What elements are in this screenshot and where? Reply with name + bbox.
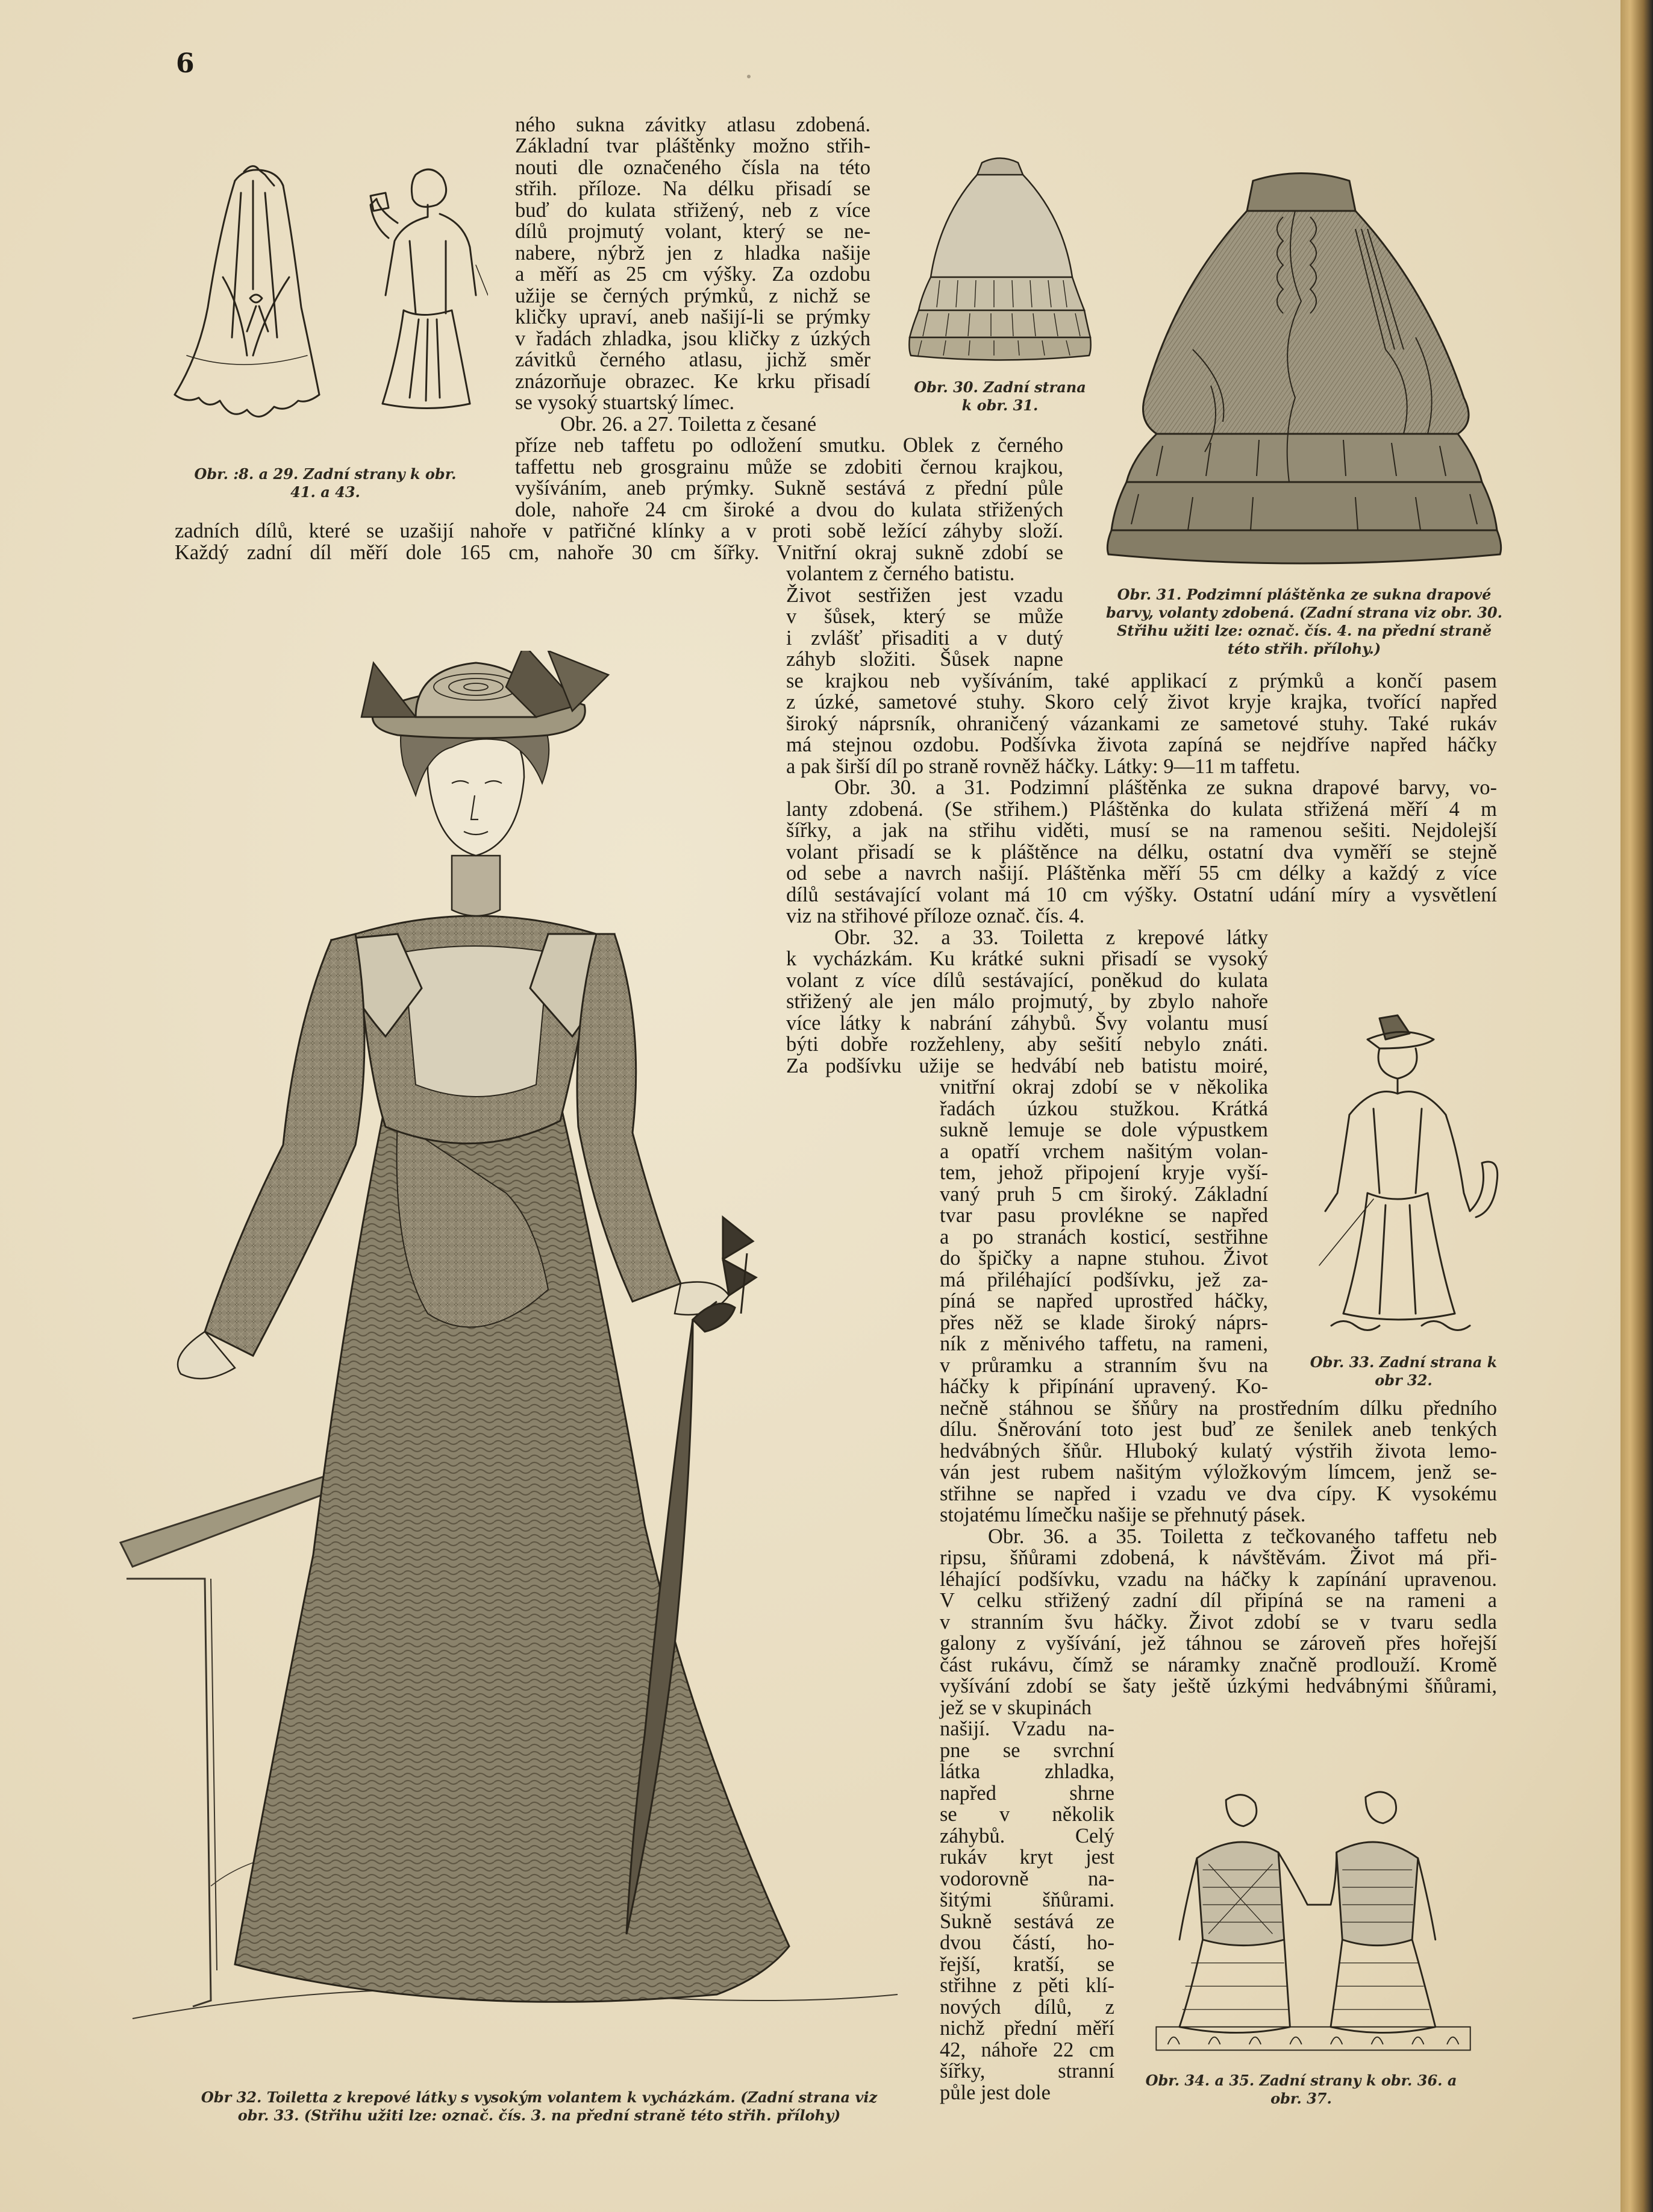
caption-fig-30: Obr. 30. Zadní strana k obr. 31. bbox=[914, 378, 1086, 414]
caption-fig-33: Obr. 33. Zadní strana k obr 32. bbox=[1310, 1353, 1498, 1389]
text-line: napřed shrne bbox=[940, 1782, 1114, 1805]
text-line: Obr. 32. a 33. Toiletta z krepové látky bbox=[834, 926, 1268, 949]
text-line: tvar pasu provlékne se napřed bbox=[940, 1204, 1268, 1227]
figure-31-illustration bbox=[1102, 169, 1506, 566]
text-line: jež se v skupinách bbox=[940, 1696, 1092, 1719]
text-line: střihne se napřed i vzadu ve dva cípy. K vysokému bbox=[940, 1482, 1497, 1505]
text-line: a opatří vrchem našitým volan- bbox=[940, 1140, 1268, 1163]
text-line: a po stranách kosticí, sestřihne bbox=[940, 1226, 1268, 1249]
ink-dot bbox=[747, 75, 751, 78]
text-line: nečně stáhnou se šňůry na prostředním dílku předního bbox=[940, 1397, 1497, 1420]
text-line: přes něž se klade široký náprs- bbox=[940, 1311, 1268, 1334]
text-line: střihne z pěti klí- bbox=[940, 1974, 1114, 1997]
text-line: viz na střihové příloze označ. čís. 4. bbox=[786, 904, 1085, 927]
page-edge bbox=[1620, 0, 1653, 2212]
figure-30-illustration bbox=[904, 151, 1096, 368]
text-line: řejší, kratší, se bbox=[940, 1953, 1114, 1976]
text-line: pne se svrchní bbox=[940, 1739, 1114, 1762]
text-line: vodorovně na- bbox=[940, 1867, 1114, 1890]
text-line: má přiléhající podšívku, jež za- bbox=[940, 1268, 1268, 1291]
text-line: se vysoký stuartský límec. bbox=[515, 391, 735, 414]
caption-fig-34-35: Obr. 34. a 35. Zadní strany k obr. 36. a obr. 37. bbox=[1145, 2072, 1457, 2107]
text-line: píná se napřed uprostřed háčky, bbox=[940, 1289, 1268, 1312]
text-line: vaný pruh 5 cm široký. Základní bbox=[940, 1183, 1268, 1206]
text-line: taffettu neb grosgrainu může se zdobiti černou krajkou, bbox=[515, 456, 1063, 478]
text-line: šířky, a jak na střihu viděti, musí se na ramenou sešiti. Nejdolejší bbox=[786, 819, 1497, 842]
figure-33-illustration bbox=[1301, 1012, 1506, 1350]
text-line: se krajkou neb vyšíváním, také applikací z prýmků a končí pasem bbox=[786, 669, 1497, 692]
text-line: šitými šňůrami. bbox=[940, 1888, 1114, 1911]
text-line: v stranním švu háčky. Život zdobí se v tvaru sedla bbox=[940, 1611, 1497, 1634]
text-line: volant přisadí se k pláštěnce na délku, ostatní dva vyměří se stejně bbox=[786, 841, 1497, 863]
text-line: více látky k nabrání záhybů. Švy volantu musí bbox=[786, 1012, 1268, 1035]
text-line: stojatému límečku našije se přehnutý pásek. bbox=[940, 1503, 1306, 1526]
text-line: v průramku a stranním švu na bbox=[940, 1354, 1268, 1377]
text-line: široký náprsník, ohraničený vázankami ze sametové stuhy. Také rukáv bbox=[786, 712, 1497, 735]
text-line: galony z vyšívání, jež táhnou se zároveň přes hořejší bbox=[940, 1632, 1497, 1655]
text-line: kličky upraví, aneb našijí-li se prýmky bbox=[515, 305, 870, 328]
text-line: buď do kulata střižený, neb z více bbox=[515, 199, 870, 222]
text-line: Život sestřižen jest vzadu bbox=[786, 584, 1063, 607]
text-line: Sukně sestává ze bbox=[940, 1910, 1114, 1933]
text-line: rukáv kryt jest bbox=[940, 1846, 1114, 1869]
text-line: a měří as 25 cm výšky. Za ozdobu bbox=[515, 263, 870, 286]
text-line: V celku střižený zadní díl připíná se na rameni a bbox=[940, 1589, 1497, 1612]
text-line: zadních dílů, které se uzašijí nahoře v patřičné klínky a v proti sobě ležící záhyby složí. bbox=[175, 519, 1063, 542]
text-line: háčky k připínání upravený. Ko- bbox=[940, 1375, 1268, 1398]
text-line: řadách úzkou stužkou. Krátká bbox=[940, 1097, 1268, 1120]
text-line: nouti dle označeného čísla na této bbox=[515, 156, 870, 179]
text-line: ván jest rubem našitým výložkovým límcem, jenž se- bbox=[940, 1461, 1497, 1484]
text-line: volantem z černého batistu. bbox=[786, 562, 1015, 585]
text-line: střih. příloze. Na délku přisadí se bbox=[515, 177, 870, 200]
text-line: vnitřní okraj zdobí se v několika bbox=[940, 1076, 1268, 1098]
text-line: dílů sestávající volant má 10 cm výšky. Ostatní udání míry a vysvětlení bbox=[786, 883, 1497, 906]
text-line: a pak širší díl po straně rovněž háčky. Látky: 9—11 m taffetu. bbox=[786, 755, 1301, 778]
text-line: sukně lemuje se dole výpustkem bbox=[940, 1118, 1268, 1141]
text-line: střižený ale jen málo projmutý, by zbylo nahoře bbox=[786, 990, 1268, 1013]
text-line: šířky, stranní bbox=[940, 2060, 1114, 2082]
page-number: 6 bbox=[176, 48, 195, 79]
text-line: tem, jehož připojení kryje vyší- bbox=[940, 1161, 1268, 1184]
figure-28-29-illustration bbox=[163, 157, 488, 458]
text-line: dílu. Šněrování toto jest buď ze šenilek aneb tenkých bbox=[940, 1418, 1497, 1441]
text-line: i zvlášť přisaditi a v dutý bbox=[786, 627, 1063, 650]
text-line: lanty zdobená. (Se střihem.) Pláštěnka do kulata střižená měří 4 m bbox=[786, 798, 1497, 821]
text-line: z úzké, sametové stuhy. Skoro celý život kryje krajka, tvořící napřed bbox=[786, 691, 1497, 713]
text-line: část rukávu, čímž se náramky značně prodlouží. Kromě bbox=[940, 1653, 1497, 1676]
text-line: býti dobře rozžehleny, aby sešití nebylo znáti. bbox=[786, 1033, 1268, 1056]
text-line: 42, náhoře 22 cm bbox=[940, 2038, 1114, 2061]
text-line: Za podšívku užije se hedvábí neb batistu moiré, bbox=[786, 1054, 1268, 1077]
text-line: vyšívání zdobí se šaty ještě úzkými hedvábnými šňůrami, bbox=[940, 1675, 1497, 1697]
text-line: Každý zadní díl měří dole 165 cm, nahoře 30 cm šířky. Vnitřní okraj sukně zdobí se bbox=[175, 541, 1063, 564]
text-line: dvou částí, ho- bbox=[940, 1931, 1114, 1954]
text-line: vyšíváním, aneb prýmky. Sukně sestává z přední půle bbox=[515, 477, 1063, 500]
text-line: Obr. 30. a 31. Podzimní pláštěnka ze sukna drapové barvy, vo- bbox=[834, 776, 1497, 799]
text-line: v řadách zhladka, jsou kličky z úzkých bbox=[515, 327, 870, 350]
caption-fig-28-29: Obr. :8. a 29. Zadní strany k obr. 41. a 43. bbox=[194, 465, 457, 501]
text-line: užije se černých prýmků, z nichž se bbox=[515, 284, 870, 307]
text-line: Obr. 36. a 35. Toiletta z tečkovaného taffetu neb bbox=[988, 1525, 1497, 1548]
text-line: záhybů. Celý bbox=[940, 1825, 1114, 1847]
text-line: půle jest dole bbox=[940, 2081, 1051, 2104]
text-line: hedvábných šňůr. Hluboký kulatý výstřih života lemo- bbox=[940, 1440, 1497, 1462]
text-line: ripsu, šňůrami zdobená, k návštěvám. Život má při- bbox=[940, 1546, 1497, 1569]
caption-fig-31: Obr. 31. Podzimní pláštěnka ze sukna drapové barvy, volanty zdobená. (Zadní strana viz obr. 30. Střihu užiti lze: označ. čís. 4. na přední straně této střih. přílohy.) bbox=[1106, 586, 1502, 657]
text-line: od sebe a navrch našijí. Pláštěnka měří 55 cm délky a každý z více bbox=[786, 862, 1497, 885]
text-line: nichž přední měří bbox=[940, 2017, 1114, 2040]
figure-34-35-illustration bbox=[1145, 1784, 1482, 2061]
text-line: dílů projmutý volant, který se ne- bbox=[515, 220, 870, 243]
text-line: znázorňuje obrazec. Ke krku přisadí bbox=[515, 370, 870, 393]
text-line: závitků černého atlasu, jichž směr bbox=[515, 348, 870, 371]
text-line: nabere, nýbrž jen z hladka našije bbox=[515, 242, 870, 265]
text-line: záhyb složiti. Šůsek napne bbox=[786, 648, 1063, 671]
text-line: příze neb taffetu po odložení smutku. Oblek z černého bbox=[515, 434, 1063, 457]
text-line: ník z měnivého taffetu, na rameni, bbox=[940, 1332, 1268, 1355]
text-line: v šůsek, který se může bbox=[786, 605, 1063, 628]
text-line: volant z více dílů sestávající, poněkud do kulata bbox=[786, 969, 1268, 992]
text-line: Obr. 26. a 27. Toiletta z česané bbox=[560, 413, 817, 436]
text-line: Základní tvar pláštěnky možno střih- bbox=[515, 134, 870, 157]
text-line: se v několik bbox=[940, 1803, 1114, 1826]
text-line: léhající podšívku, vzadu na háčky k zapínání upravenou. bbox=[940, 1568, 1497, 1591]
text-line: látka zhladka, bbox=[940, 1760, 1114, 1783]
text-line: ného sukna závitky atlasu zdobená. bbox=[515, 113, 870, 136]
text-line: k vycházkám. Ku krátké sukni přisadí se vysoký bbox=[786, 947, 1268, 970]
text-line: našijí. Vzadu na- bbox=[940, 1717, 1114, 1740]
caption-fig-32: Obr 32. Toiletta z krepové látky s vysokým volantem k vycházkám. (Zadní strana viz obr. 33. (Střihu užiti lze: označ. čís. 3. na přední straně této střih. přílohy) bbox=[201, 2088, 878, 2124]
text-line: má stejnou ozdobu. Podšívka života zapíná se nejdříve napřed háčky bbox=[786, 733, 1497, 756]
text-line: do špičky a napne stuhou. Život bbox=[940, 1247, 1268, 1270]
text-line: dole, nahoře 24 cm široké a dvou do kulata střižených bbox=[515, 498, 1063, 521]
text-line: nových dílů, z bbox=[940, 1996, 1114, 2019]
